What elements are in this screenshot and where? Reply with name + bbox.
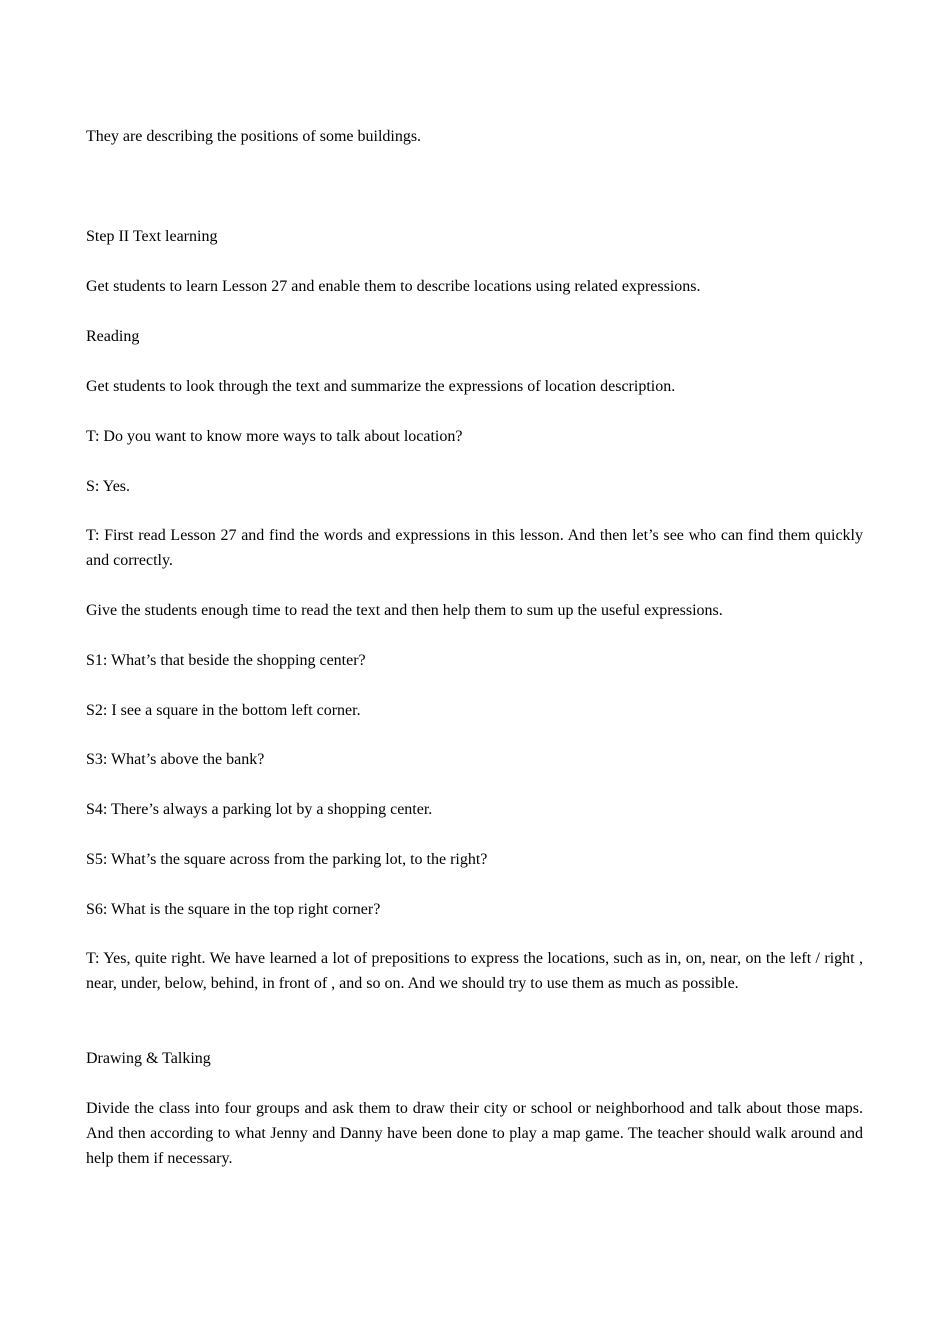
dialogue-line: S4: There’s always a parking lot by a shopping center. [86,801,433,818]
intro-sentence: They are describing the positions of some buildings. [86,128,422,145]
dialogue-line: S: Yes. [86,478,131,495]
dialogue-line: T: First read Lesson 27 and find the words and expressions in this lesson. And then let’s see who can find them quickly and correctly. [86,527,863,569]
dialogue-line: S6: What is the square in the top right corner? [86,901,381,918]
step-heading: Step II Text learning [86,228,218,245]
activity-instruction: Divide the class into four groups and ask them to draw their city or school or neighborhood and talk about those maps. And then according to what Jenny and Danny have been done to play a map game. The teacher should walk around and help them if necessary. [86,1100,863,1167]
dialogue-line: S3: What’s above the bank? [86,751,265,768]
step-goal: Get students to learn Lesson 27 and enable them to describe locations using related expressions. [86,278,701,295]
dialogue-line: S1: What’s that beside the shopping center? [86,652,366,669]
dialogue-line: T: Do you want to know more ways to talk about location? [86,428,463,445]
section-heading-reading: Reading [86,328,140,345]
teacher-instruction: Give the students enough time to read the text and then help them to sum up the useful expressions. [86,602,723,619]
section-heading-drawing: Drawing & Talking [86,1050,211,1067]
reading-instruction: Get students to look through the text and summarize the expressions of location description. [86,378,676,395]
dialogue-line: S2: I see a square in the bottom left corner. [86,702,361,719]
dialogue-line: T: Yes, quite right. We have learned a lot of prepositions to express the locations, such as in, on, near, on the left / right , near, under, below, behind, in front of , and so on. And we should try to use them as much as possible. [86,950,863,992]
dialogue-line: S5: What’s the square across from the parking lot, to the right? [86,851,488,868]
